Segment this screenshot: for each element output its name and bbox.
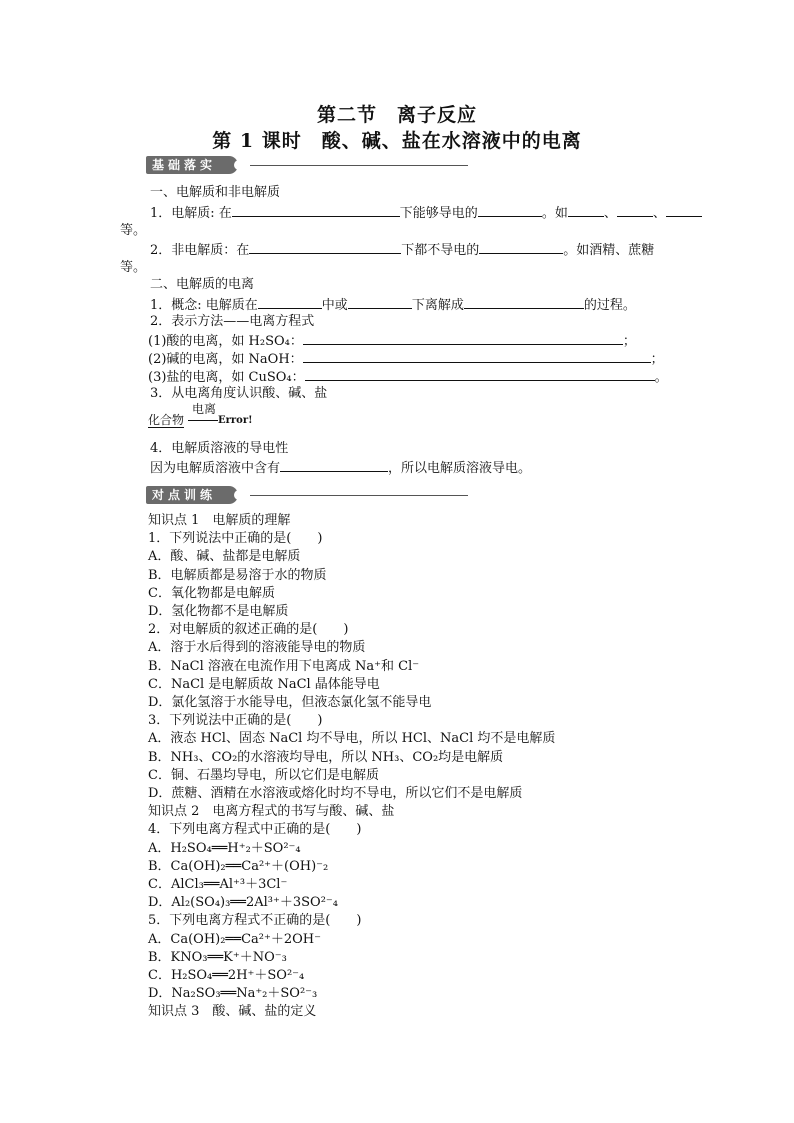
text: (2)碱的电离，如 NaOH： [148, 352, 303, 367]
practice-line: B．KNO₃══K⁺＋NO⁻₃ [148, 949, 287, 965]
practice-line: A．液态 HCl、固态 NaCl 均不导电，所以 HCl、NaCl 均不是电解质 [148, 731, 556, 747]
blank[interactable] [568, 203, 604, 217]
practice-line: 1．下列说法中正确的是( ) [148, 531, 323, 547]
text: (3)盐的电离，如 CuSO₄： [148, 370, 305, 385]
practice-line: A．酸、碱、盐都是电解质 [148, 549, 301, 565]
conductivity-line [150, 458, 531, 478]
base-line: (2)碱的电离，如 NaOH： ； [148, 349, 664, 369]
heading-ionization: 二、电解质的电离 [150, 277, 255, 292]
practice-line: 2．对电解质的叙述正确的是( ) [148, 622, 349, 638]
text: 中或 [321, 298, 348, 313]
heading-electrolyte: 一、电解质和非电解质 [150, 185, 281, 200]
practice-line: 5．下列电离方程式不正确的是( ) [148, 913, 362, 929]
compound-label: 化合物 [148, 413, 185, 427]
banner-rule [250, 165, 468, 166]
practice-line: B．电解质都是易溶于水的物质 [148, 567, 327, 583]
text: 的过程。 [583, 298, 636, 313]
text: 下都不导电的 [401, 243, 480, 258]
practice-line: D．Al₂(SO₄)₃══2Al³⁺＋3SO²⁻₄ [148, 895, 338, 911]
blank[interactable] [249, 240, 401, 254]
blank[interactable] [464, 295, 584, 309]
practice-line: A．溶于水后得到的溶液能导电的物质 [148, 640, 366, 656]
blank[interactable] [479, 240, 563, 254]
practice-line: 知识点 2 电离方程式的书写与酸、碱、盐 [148, 804, 395, 820]
practice-line: 知识点 1 电解质的理解 [148, 513, 291, 528]
blank[interactable] [617, 203, 653, 217]
banner-label: 对点训练 [146, 486, 238, 504]
blank[interactable] [478, 203, 542, 217]
banner-label: 基础落实 [146, 156, 238, 174]
practice-line: B．Ca(OH)₂══Ca²⁺＋(OH)⁻₂ [148, 858, 329, 874]
conductivity-heading: 4．电解质溶液的导电性 [150, 441, 289, 456]
concept-line [150, 295, 636, 315]
lesson-subtitle: 第 1 课时 酸、碱、盐在水溶液中的电离 [212, 130, 582, 152]
practice-line: C．氧化物都是电解质 [148, 585, 275, 601]
arrow-line [188, 420, 218, 421]
fill-line-1: 1．电解质: 在 下能够导电的 。如 、 、 [150, 203, 702, 223]
blank[interactable] [303, 331, 623, 345]
fill-line-2-cont: 等。 [120, 260, 147, 275]
practice-line: C．铜、石墨均导电，所以它们是电解质 [148, 767, 379, 783]
blank[interactable] [258, 295, 322, 309]
blank[interactable] [305, 367, 655, 381]
text: 2．非电解质：在 [150, 243, 250, 258]
practice-line: A．H₂SO₄══H⁺₂＋SO²⁻₄ [148, 840, 301, 856]
salt-line: (3)盐的电离，如 CuSO₄： 。 [148, 367, 668, 387]
text: ，所以电解质溶液导电。 [388, 461, 532, 476]
practice-line: B．NaCl 溶液在电流作用下电离成 Na⁺和 Cl⁻ [148, 658, 420, 674]
practice-line: D．氯化氢溶于水能导电，但液态氯化氢不能导电 [148, 695, 432, 710]
practice-line: 知识点 3 酸、碱、盐的定义 [148, 1004, 317, 1020]
banner-dot-icon [234, 160, 244, 170]
practice-line: 4．下列电离方程式中正确的是( ) [148, 822, 362, 838]
text: 1．概念: 电解质在 [150, 298, 258, 313]
text: 。如酒精、蔗糖 [563, 243, 655, 258]
error-text: Error! [218, 415, 253, 426]
practice-line: C．H₂SO₄══2H⁺＋SO²⁻₄ [148, 968, 305, 983]
practice-line: C．NaCl 是电解质故 NaCl 晶体能导电 [148, 676, 380, 692]
blank[interactable] [348, 295, 412, 309]
text: 下离解成 [411, 298, 464, 313]
ionize-label: 电离 [192, 402, 217, 416]
practice-line: B．NH₃、CO₂的水溶液均导电，所以 NH₃、CO₂均是电解质 [148, 749, 504, 765]
text: 。如 [541, 206, 568, 221]
practice-line: D．蔗糖、酒精在水溶液或熔化时均不导电，所以它们不是电解质 [148, 786, 523, 801]
blank[interactable] [232, 203, 400, 217]
section-banner-basics [146, 156, 468, 174]
practice-line: D．Na₂SO₃══Na⁺₂＋SO²⁻₃ [148, 986, 318, 1002]
text: 因为电解质溶液中含有 [150, 461, 281, 476]
page-title: 第二节 离子反应 [316, 104, 477, 126]
practice-line: 3．下列说法中正确的是( ) [148, 713, 323, 729]
fill-line-2 [150, 240, 654, 260]
section-banner-practice [146, 486, 468, 504]
practice-line: A．Ca(OH)₂══Ca²⁺＋2OH⁻ [148, 931, 321, 947]
blank[interactable] [280, 458, 388, 472]
classify-line: 3．从电离角度认识酸、碱、盐 [150, 386, 328, 401]
acid-line: (1)酸的电离，如 H₂SO₄： ； [148, 331, 636, 351]
text: 1．电解质: 在 [150, 206, 232, 221]
practice-line: C．AlCl₃══Al⁺³＋3Cl⁻ [148, 877, 288, 892]
fill-line-1-cont: 等。 [120, 223, 147, 238]
blank[interactable] [303, 349, 651, 363]
text: (1)酸的电离，如 H₂SO₄： [148, 334, 303, 349]
banner-rule [250, 495, 468, 496]
text: 下能够导电的 [399, 206, 478, 221]
banner-dot-icon [234, 490, 244, 500]
blank[interactable] [666, 203, 702, 217]
method-line: 2．表示方法——电离方程式 [150, 314, 315, 329]
practice-line: D．氢化物都不是电解质 [148, 604, 289, 619]
